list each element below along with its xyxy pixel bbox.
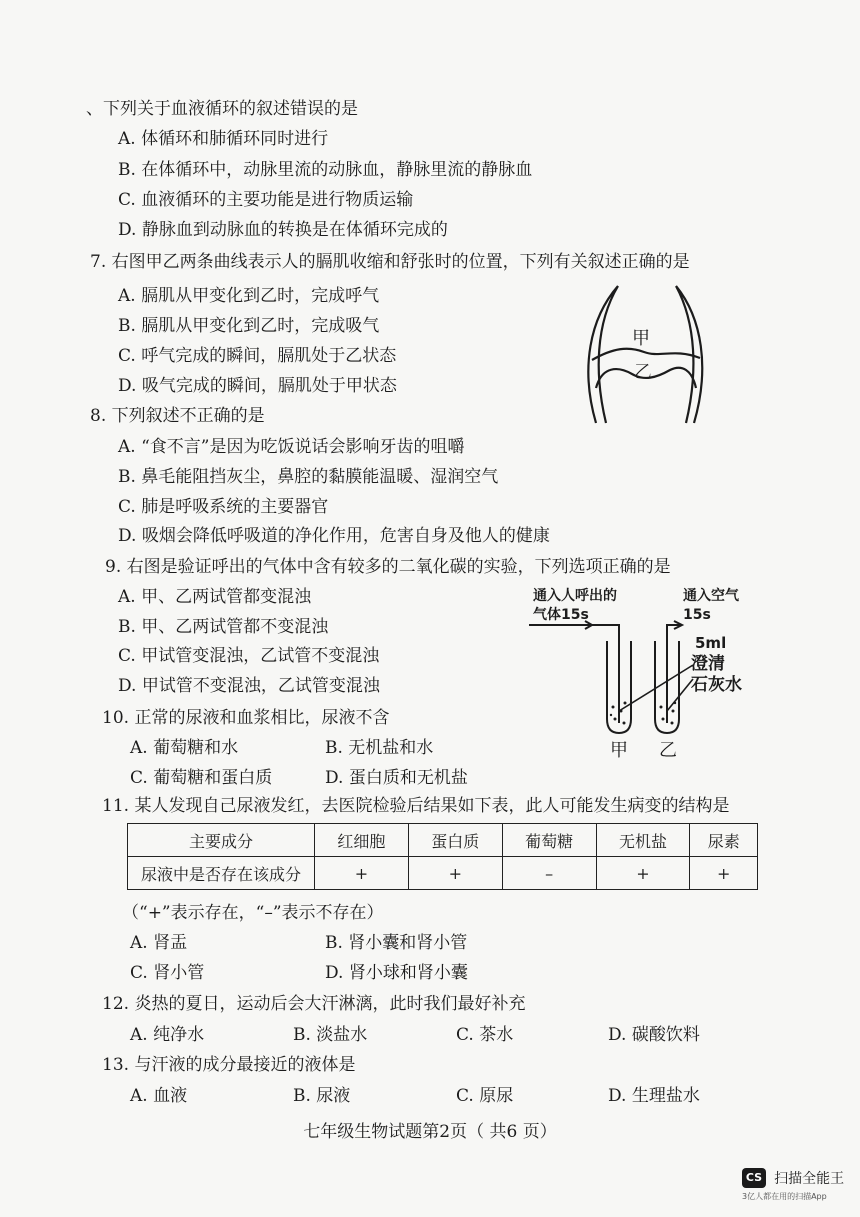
- diaphragm-curve-jia: [592, 349, 700, 360]
- page-footer: 七年级生物试题第2页（ 共6 页）: [303, 1122, 557, 1142]
- q6-option-a: A. 体循环和肺循环同时进行: [118, 129, 329, 149]
- q7-option-a: A. 膈肌从甲变化到乙时，完成呼气: [118, 286, 380, 306]
- label-yi: 乙: [634, 362, 652, 383]
- q13-option-d: D. 生理盐水: [608, 1086, 700, 1106]
- table-cell: –: [502, 857, 596, 890]
- q9-option-d: D. 甲试管不变混浊，乙试管变混浊: [118, 676, 380, 696]
- q6-option-c: C. 血液循环的主要功能是进行物质运输: [118, 190, 414, 210]
- q9-option-a: A. 甲、乙两试管都变混浊: [118, 587, 312, 607]
- q8-option-b: B. 鼻毛能阻挡灰尘，鼻腔的黏膜能温暖、湿润空气: [118, 467, 499, 487]
- q7-stem: 7. 右图甲乙两条曲线表示人的膈肌收缩和舒张时的位置，下列有关叙述正确的是: [90, 252, 690, 272]
- right-label-2: 15s: [683, 607, 711, 623]
- q13-option-b: B. 尿液: [293, 1086, 351, 1106]
- q11-option-c: C. 肾小管: [130, 963, 205, 983]
- q12-option-d: D. 碳酸饮料: [608, 1025, 700, 1045]
- table-cell: +: [596, 857, 690, 890]
- q13-option-c: C. 原尿: [456, 1086, 514, 1106]
- q6-option-b: B. 在体循环中，动脉里流的动脉血，静脉里流的静脉血: [118, 160, 533, 180]
- q11-stem: 11. 某人发现自己尿液发红，去医院检验后结果如下表，此人可能发生病变的结构是: [102, 796, 730, 816]
- table-header-cell: 葡萄糖: [502, 824, 596, 857]
- label-jia-tube: 甲: [610, 740, 628, 761]
- q8-stem: 8. 下列叙述不正确的是: [90, 406, 265, 426]
- q8-option-a: A. “食不言”是因为吃饭说话会影响牙齿的咀嚼: [118, 437, 465, 457]
- note-5ml: 5ml: [695, 634, 727, 652]
- q12-option-a: A. 纯净水: [130, 1025, 205, 1045]
- q7-option-b: B. 膈肌从甲变化到乙时，完成吸气: [118, 316, 380, 336]
- q10-option-c: C. 葡萄糖和蛋白质: [130, 768, 273, 788]
- table-header-cell: 无机盐: [596, 824, 690, 857]
- co2-experiment-figure: [525, 583, 775, 763]
- q12-option-c: C. 茶水: [456, 1025, 514, 1045]
- table-cell: +: [690, 857, 758, 890]
- q11-option-d: D. 肾小球和肾小囊: [325, 963, 468, 983]
- table-header-cell: 主要成分: [128, 824, 315, 857]
- note-clear: 澄清: [691, 654, 725, 674]
- q12-option-b: B. 淡盐水: [293, 1025, 368, 1045]
- q12-stem: 12. 炎热的夏日，运动后会大汗淋漓，此时我们最好补充: [102, 994, 526, 1014]
- q8-option-c: C. 肺是呼吸系统的主要器官: [118, 497, 329, 517]
- label-yi-tube: 乙: [659, 740, 677, 761]
- q10-option-a: A. 葡萄糖和水: [130, 738, 239, 758]
- label-jia: 甲: [632, 328, 650, 349]
- watermark-tagline: 3亿人都在用的扫描App: [742, 1192, 827, 1201]
- left-label-1: 通入人呼出的: [533, 588, 617, 604]
- q11-option-a: A. 肾盂: [130, 933, 188, 953]
- table-cell: +: [315, 857, 409, 890]
- q7-option-c: C. 呼气完成的瞬间，膈肌处于乙状态: [118, 346, 397, 366]
- left-tube-pipe: [591, 625, 619, 723]
- q9-stem: 9. 右图是验证呼出的气体中含有较多的二氧化碳的实验，下列选项正确的是: [105, 557, 671, 577]
- table-cell: 尿液中是否存在该成分: [128, 857, 315, 890]
- table-header-cell: 蛋白质: [408, 824, 502, 857]
- q9-option-b: B. 甲、乙两试管都不变混浊: [118, 617, 329, 637]
- q11-note: （“+”表示存在，“–”表示不存在）: [122, 903, 384, 923]
- table-row: [128, 857, 758, 890]
- urine-result-table: [127, 823, 758, 890]
- scanner-watermark: [742, 1167, 845, 1201]
- table-header-row: [128, 824, 758, 857]
- camscanner-logo-icon: CS: [742, 1168, 766, 1188]
- q9-option-c: C. 甲试管变混浊，乙试管不变混浊: [118, 646, 380, 666]
- note-limewater: 石灰水: [691, 675, 742, 695]
- table-cell: +: [408, 857, 502, 890]
- q6-stem: 、下列关于血液循环的叙述错误的是: [86, 99, 358, 119]
- q11-option-b: B. 肾小囊和肾小管: [325, 933, 468, 953]
- left-label-2: 气体15s: [533, 607, 589, 623]
- q10-stem: 10. 正常的尿液和血浆相比，尿液不含: [102, 708, 390, 728]
- watermark-name: 扫描全能王: [774, 1170, 845, 1187]
- table-header-cell: 尿素: [690, 824, 758, 857]
- q6-option-d: D. 静脉血到动脉血的转换是在体循环完成的: [118, 220, 448, 240]
- table-header-cell: 红细胞: [315, 824, 409, 857]
- diaphragm-figure: [578, 278, 713, 428]
- q8-option-d: D. 吸烟会降低呼吸道的净化作用，危害自身及他人的健康: [118, 526, 550, 546]
- q7-option-d: D. 吸气完成的瞬间，膈肌处于甲状态: [118, 376, 397, 396]
- q10-option-d: D. 蛋白质和无机盐: [325, 768, 468, 788]
- q13-option-a: A. 血液: [130, 1086, 188, 1106]
- q10-option-b: B. 无机盐和水: [325, 738, 434, 758]
- right-label-1: 通入空气: [683, 588, 739, 604]
- q13-stem: 13. 与汗液的成分最接近的液体是: [102, 1055, 356, 1075]
